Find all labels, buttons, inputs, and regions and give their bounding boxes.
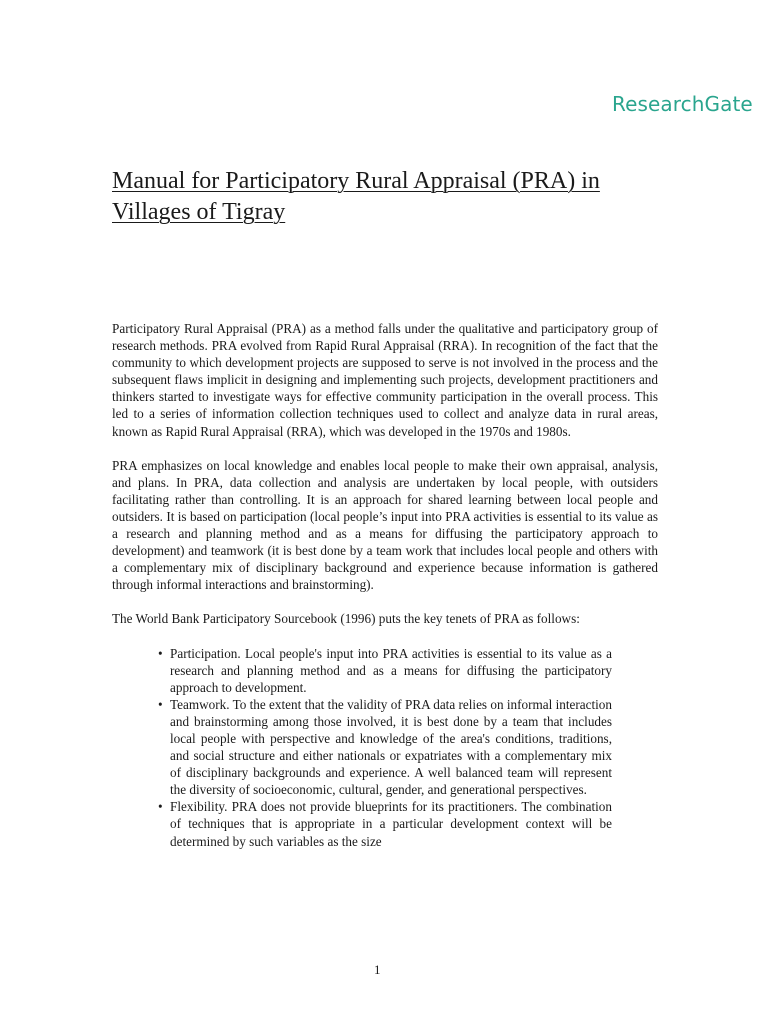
list-item-flexibility bbox=[158, 798, 612, 849]
list-item-teamwork bbox=[158, 696, 612, 799]
document-title bbox=[112, 166, 652, 228]
paragraph-pra-definition: Participatory Rural Appraisal (PRA) as a method falls under the qualitative and participatory group of research methods. PRA evolved from Rapid Rural Appraisal (RRA). In recognition of the fact that the community to which development projects are supposed to serve is not involved in the process and the subsequent flaws implicit in designing and implementing such projects, development practitioners and thinkers started to investigate ways for effective community participation in the overall process. This led to a series of information collection techniques used to collect and analyze data in rural areas, known as Rapid Rural Appraisal (RRA), which was developed in the 1970s and 1980s. bbox=[112, 321, 658, 439]
list-item-participation bbox=[158, 645, 612, 696]
list-item-text: Flexibility. PRA does not provide blueprints for its practitioners. The combination of techniques that is appropriate in a particular development context will be determined by such variables as the size bbox=[170, 799, 612, 849]
paragraph-pra-emphasis: PRA emphasizes on local knowledge and enables local people to make their own appraisal, analysis, and plans. In PRA, data collection and analysis are undertaken by local people, with outsiders facilitating rather than controlling. It is an approach for shared learning between local people and outsiders. It is based on participation (local people’s input into PRA activities is essential to its value as a research and planning method and as a means for diffusing the participatory approach to development) and teamwork (it is best done by a team work that includes local people and others with a complementary mix of disciplinary background and experience because information is gathered through informal interactions and brainstorming). bbox=[112, 457, 658, 593]
researchgate-logo[interactable]: ResearchGate bbox=[612, 92, 753, 116]
page-number: 1 bbox=[374, 962, 381, 977]
list-item-text: Participation. Local people's input into PRA activities is essential to its value as a research and planning method and as a means for diffusing the participatory approach to development. bbox=[170, 645, 612, 695]
bullet-icon: • bbox=[158, 645, 163, 661]
tenets-intro: The World Bank Participatory Sourcebook (1996) puts the key tenets of PRA as follows: bbox=[112, 611, 580, 627]
tenets-list bbox=[112, 645, 612, 850]
title-line-2: Villages of Tigray bbox=[112, 199, 286, 225]
bullet-icon: • bbox=[158, 799, 163, 815]
bullet-icon: • bbox=[158, 696, 163, 712]
list-item-text: Teamwork. To the extent that the validity of PRA data relies on informal interaction and brainstorming among those involved, it is best done by a team that includes local people with perspective and knowledge of the area's conditions, traditions, and social structure and either nationals or expatriates with a complementary mix of disciplinary backgrounds and experience. A well balanced team will represent the diversity of socioeconomic, cultural, gender, and generational perspectives. bbox=[170, 696, 612, 798]
document-body bbox=[112, 320, 658, 850]
title-line-1: Manual for Participatory Rural Appraisal (PRA) in bbox=[112, 168, 600, 194]
